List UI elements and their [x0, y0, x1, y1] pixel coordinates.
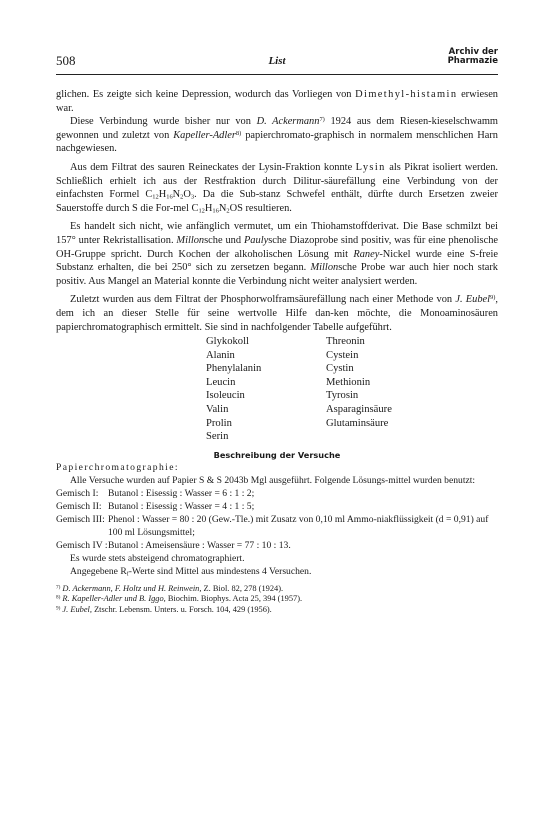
paragraph-5 — [56, 293, 498, 334]
running-title: List — [268, 55, 286, 67]
subscript: 2 — [180, 193, 184, 201]
journal-name-line1: Archiv der — [448, 47, 498, 57]
text-run: Angegebene R — [70, 565, 127, 577]
solvent-mixture-row — [56, 539, 498, 552]
subheading: Papierchromatographie: — [56, 461, 179, 473]
amino-acid-cell: Prolin — [206, 417, 232, 429]
text-run: . Da die Sub-stanz Schwefel enthält, dürfte durch Ersetzen zweier Sauerstoffe durch S die For-mel C — [56, 189, 498, 214]
amino-acid-cell: Serin — [206, 431, 229, 443]
text-run: -Werte sind Mittel aus mindestens 4 Versuchen. — [128, 565, 312, 577]
italic-name: Millon — [310, 262, 339, 274]
text-run: papierchromato-graphisch in normalem menschlichen Harn nachgewiesen. — [56, 129, 498, 155]
footnote-ref: 9) — [490, 294, 496, 302]
amino-acid-cell: Glykokoll — [206, 336, 249, 348]
footnote-authors: R. Kapeller-Adler und B. Iggo, — [62, 594, 166, 604]
article-body — [56, 88, 498, 616]
amino-acid-cell: Alanin — [206, 349, 235, 361]
mixture-text: Butanol : Eisessig : Wasser = 6 : 1 : 2; — [108, 487, 255, 499]
footnote-number: 8) — [56, 594, 61, 601]
footnote — [56, 594, 498, 605]
mixture-label: Gemisch II: — [56, 500, 102, 512]
text-run: glichen. Es zeigte sich keine Depression, wodurch das Vorliegen von — [56, 89, 356, 100]
text-run: Aus dem Filtrat des sauren Reineckates der Lysin-Fraktion konnte — [70, 161, 356, 173]
solvent-list — [56, 487, 498, 552]
subscript: f — [126, 571, 129, 578]
mixture-text: Butanol : Eisessig : Wasser = 4 : 1 : 5; — [108, 500, 255, 512]
paragraph-3 — [56, 161, 498, 215]
text-run: sche und — [204, 234, 244, 246]
subscript: 16 — [166, 193, 173, 201]
mixture-label: Gemisch I: — [56, 487, 99, 499]
footnote-authors: J. Eubel, — [62, 605, 92, 615]
amino-acid-cell: Methionin — [326, 376, 371, 388]
paragraph-6: Alle Versuche wurden auf Papier S & S 2043b Mgl ausgeführt. Folgende Lösungs-mittel wurden benutzt: — [70, 474, 476, 486]
footnotes — [56, 584, 498, 616]
text-run: sche Diazoprobe sind positiv, was für eine phenolische OH-Gruppe spricht. Durch Kochen der alkoholischen Lösung mit — [56, 234, 499, 260]
journal-name-line2: Pharmazie — [447, 56, 498, 66]
footnote-source: Ztschr. Lebensm. Unters. u. Forsch. 104, 429 (1956). — [91, 605, 272, 615]
mixture-text: Butanol : Ameisensäure : Wasser = 77 : 10 : 13. — [108, 539, 291, 551]
text-run: N — [172, 189, 181, 201]
footnote-number: 7) — [56, 584, 61, 591]
author-name: Kapeller-Adler — [173, 129, 236, 141]
solvent-mixture-row — [56, 487, 498, 500]
mixture-label: Gemisch IV : — [56, 539, 108, 551]
text-run: Zuletzt wurden aus dem Filtrat der Phosphorwolframsäurefällung nach einer Methode von — [70, 294, 456, 306]
text-run: sche Probe war auch hier noch stark positiv. Aus Mangel an Material konnte die Verbindung nicht weiter analysiert werden. — [56, 262, 498, 287]
subscript: 12 — [198, 207, 205, 215]
amino-acid-cell: Tyrosin — [326, 390, 359, 402]
solvent-mixture-row — [56, 500, 498, 513]
italic-name: Millon — [176, 234, 205, 246]
paragraph-4 — [56, 220, 498, 288]
footnote — [56, 584, 498, 595]
italic-name: Pauly — [243, 234, 269, 246]
spaced-compound-name: Dimethyl-histamin — [355, 89, 458, 100]
paragraph-1 — [56, 88, 498, 115]
text-run: H — [158, 189, 167, 201]
italic-name: Raney — [353, 248, 380, 260]
footnote — [56, 605, 498, 616]
section-heading: Beschreibung der Versuche — [213, 449, 341, 460]
footnote-ref: 8) — [235, 129, 242, 137]
text-run: H — [204, 202, 213, 214]
text-run: 1924 aus dem Riesen-kieselschwamm gewonnen und zuletzt von — [56, 116, 499, 141]
paragraph-8 — [56, 565, 498, 578]
amino-acid-cell: Cystin — [326, 363, 354, 375]
footnote-ref: 7) — [319, 115, 325, 123]
subscript: 2 — [226, 207, 230, 215]
amino-acid-cell: Leucin — [206, 376, 236, 388]
mixture-label: Gemisch III: — [56, 513, 105, 525]
spaced-compound-name: Lysin — [355, 161, 386, 173]
amino-acid-cell: Valin — [206, 404, 229, 416]
subscript: 12 — [152, 193, 159, 201]
text-run: erwiesen war. — [56, 89, 498, 114]
subscript: 16 — [212, 207, 219, 215]
text-run: Es handelt sich nicht, wie anfänglich vermutet, um ein Thiohamstoffderivat. Die Base schmilzt bei 157° unter Rekristallisation. — [56, 221, 498, 246]
paragraph-7: Es wurde stets absteigend chromatographiert. — [70, 552, 245, 564]
text-run: als Pikrat isoliert werden. Schließlich erhielt ich aus der Restfraktion durch Dilitur-säurefällung eine Verbindung von der einfachsten Formel C — [56, 161, 498, 201]
footnote-source: Z. Biol. 82, 278 (1924). — [201, 583, 284, 593]
mixture-text: Phenol : Wasser = 80 : 20 (Gew.-Tle.) mit Zusatz von 0,10 ml Ammo-niakflüssigkeit (d = 0,91) auf 100 ml Lösungsmittel; — [108, 513, 489, 538]
amino-acid-cell: Glutaminsäure — [326, 417, 389, 429]
journal-name — [448, 48, 498, 66]
page-number: 508 — [56, 53, 76, 68]
text-run: O — [183, 189, 191, 201]
amino-acid-cell: Cystein — [326, 349, 359, 361]
author-name: D. Ackermann — [256, 116, 320, 128]
amino-acid-cell: Isoleucin — [206, 390, 245, 402]
amino-acid-cell — [326, 430, 446, 444]
solvent-mixture-row — [56, 513, 498, 539]
amino-acid-cell: Phenylalanin — [206, 363, 262, 375]
text-run: OS resultieren. — [229, 202, 292, 214]
subscript: 3 — [190, 193, 195, 201]
amino-acid-table — [206, 335, 498, 444]
footnote-authors: D. Ackermann, F. Holtz und H. Reinwein, — [62, 583, 202, 593]
text-run: N — [218, 202, 227, 214]
paragraph-2 — [56, 115, 498, 156]
footnote-number: 9) — [56, 605, 61, 612]
text-run: -Nickel wurde eine S-freie Substanz erhalten, die bei 250° sich zu zersetzen begann. — [56, 248, 498, 274]
amino-acid-cell: Threonin — [326, 336, 365, 348]
author-name: J. Eubel — [455, 294, 491, 306]
text-run: , dem ich an dieser Stelle für seine wertvolle Hilfe dan-ken möchte, die Monoaminosäuren papierchromatographisch ermittelt. Sie sind in nachfolgender Tabelle aufgeführt. — [56, 294, 498, 333]
footnote-source: Biochim. Biophys. Acta 25, 394 (1957). — [165, 594, 303, 604]
page-header — [56, 47, 498, 75]
text-run: Diese Verbindung wurde bisher nur von — [70, 116, 257, 128]
amino-acid-cell: Asparaginsäure — [326, 404, 392, 416]
